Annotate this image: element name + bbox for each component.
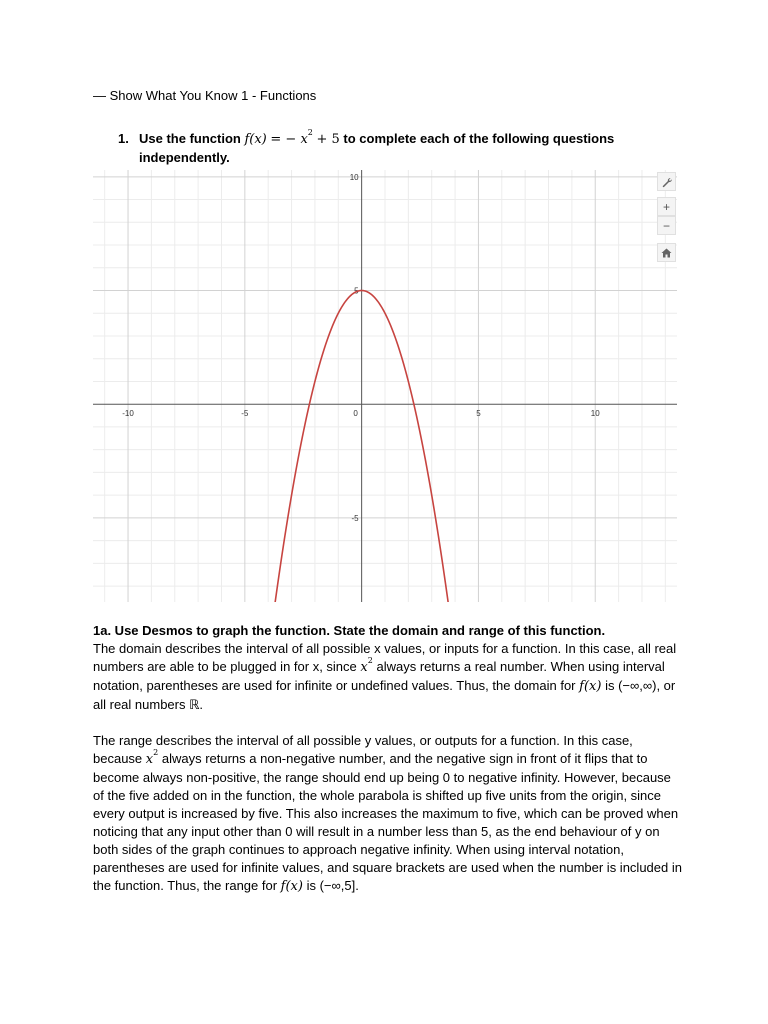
- graph-toolbar: [657, 172, 677, 262]
- wrench-icon: [661, 177, 672, 188]
- question-prefix: Use the function: [139, 131, 241, 146]
- y-tick-label: 5: [354, 286, 359, 296]
- question-text: [139, 130, 678, 167]
- zoom-in-button[interactable]: +: [657, 197, 676, 216]
- x-tick-label: 5: [476, 409, 481, 419]
- document-heading: — Show What You Know 1 - Functions: [93, 88, 317, 103]
- function-lhs: f(x): [244, 132, 267, 147]
- x-tick-label: -5: [241, 409, 249, 419]
- domain-paragraph: The domain describes the interval of all possible x values, or inputs for a function. In this case, all real numbers are able to be plugged in for x, since $x^2$ always returns a real number. When using interval notation, parentheses are used for infinite or undefined values. Thus, the domain for f(x) is (−∞,∞), or all real numbers ℝ.: [93, 641, 677, 712]
- home-view-button[interactable]: [657, 243, 676, 262]
- question-number: 1.: [118, 131, 129, 146]
- range-paragraph: The range describes the interval of all possible y values, or outputs for a function. In this case, because $x^2$ always returns a non-negative number, and the negative sign in front of it flips that to become always non-positive, the range should end up being 0 to negative infinity. However, because of the five added on in the function, the whole parabola is shifted up five units from the origin, since every output is increased by five. This also increases the maximum to five, which can be proved when noticing that any input other than 0 will result in a number less than 5, as the end behaviour of y on both sides of the graph continues to approach negative infinity. When using interval notation, parentheses are used for infinite values, and square brackets are used when the number is included in the function. Thus, the range for f(x) is (−∞,5].: [93, 733, 682, 894]
- part-a-section: [93, 622, 683, 896]
- x-tick-label: 0: [353, 409, 358, 419]
- graph-settings-button[interactable]: [657, 172, 676, 191]
- y-tick-label: -5: [351, 513, 359, 523]
- function-rhs: = − x: [270, 132, 308, 147]
- function-exponent: 2: [307, 128, 313, 137]
- part-a-title: 1a. Use Desmos to graph the function. State the domain and range of this function.: [93, 623, 606, 638]
- y-tick-label: 10: [349, 172, 359, 182]
- desmos-graph[interactable]: [93, 170, 677, 602]
- x-tick-label: 10: [590, 409, 600, 419]
- zoom-out-button[interactable]: −: [657, 216, 676, 235]
- question-suffix: to complete each of the following questions independently.: [139, 131, 615, 165]
- function-rhs-post: + 5: [316, 132, 340, 147]
- home-icon: [661, 248, 672, 258]
- x-tick-label: -10: [122, 409, 134, 419]
- question-1: [118, 130, 678, 167]
